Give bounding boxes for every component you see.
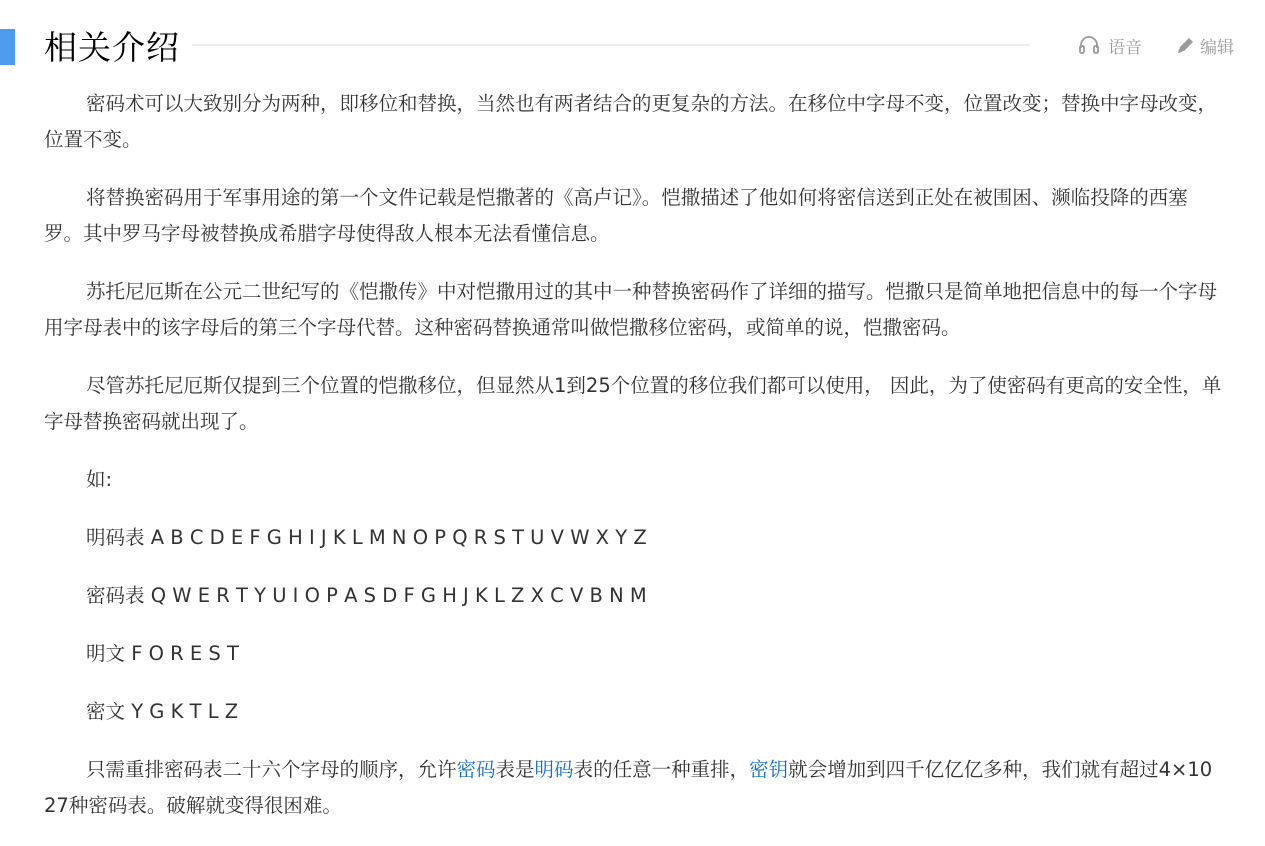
voice-label: 语音 <box>1108 37 1142 58</box>
section-accent-bar <box>0 29 15 65</box>
paragraph-text: 表的任意一种重排， <box>573 758 750 781</box>
edit-button[interactable] <box>1176 33 1234 58</box>
cipher-alphabet-line: 密码表 Q W E R T Y U I O P A S D F G H J K L Z X C V B N M <box>86 584 647 607</box>
header-divider <box>192 44 1030 46</box>
paragraph <box>44 752 1222 824</box>
link-mingma[interactable]: 明码 <box>534 758 574 781</box>
paragraph: 苏托尼厄斯在公元二世纪写的《恺撒传》中对恺撒用过的其中一种替换密码作了详细的描写。恺撒只是简单地把信息中的每一个字母用字母表中的该字母后的第三个字母代替。这种密码替换通常叫做恺撒移位密码，或简单的说，恺撒密码。 <box>44 280 1218 339</box>
headphones-icon <box>1078 35 1100 55</box>
paragraph-text: 就会增加到四千亿亿亿多种，我们就有超过4×1027种密码表。破解就变得很困难。 <box>44 758 1213 817</box>
link-mima[interactable]: 密码 <box>456 758 496 781</box>
paragraph: 密码术可以大致别分为两种，即移位和替换，当然也有两者结合的更复杂的方法。在移位中字母不变，位置改变；替换中字母改变，位置不变。 <box>44 92 1218 151</box>
edit-label: 编辑 <box>1200 37 1234 58</box>
plaintext-example-line: 明文 F O R E S T <box>86 642 239 665</box>
paragraph: 将替换密码用于军事用途的第一个文件记载是恺撒著的《高卢记》。恺撒描述了他如何将密信送到正处在被围困、濒临投降的西塞罗。其中罗马字母被替换成希腊字母使得敌人根本无法看懂信息。 <box>44 186 1188 245</box>
article-content <box>44 86 1222 846</box>
section-header <box>44 22 1234 68</box>
paragraph: 尽管苏托尼厄斯仅提到三个位置的恺撒移位，但显然从1到25个位置的移位我们都可以使用， 因此，为了使密码有更高的安全性，单字母替换密码就出现了。 <box>44 374 1222 433</box>
paragraph-text: 只需重排密码表二十六个字母的顺序，允许 <box>86 758 457 781</box>
plaintext-alphabet-line: 明码表 A B C D E F G H I J K L M N O P Q R S T U V W X Y Z <box>86 526 647 549</box>
section-title: 相关介绍 <box>44 27 180 67</box>
link-miyao[interactable]: 密钥 <box>749 758 789 781</box>
ciphertext-example-line: 密文 Y G K T L Z <box>86 700 239 723</box>
paragraph: 如: <box>86 468 113 491</box>
voice-button[interactable] <box>1078 33 1142 58</box>
pencil-icon <box>1176 35 1196 55</box>
paragraph-text: 表是 <box>495 758 535 781</box>
